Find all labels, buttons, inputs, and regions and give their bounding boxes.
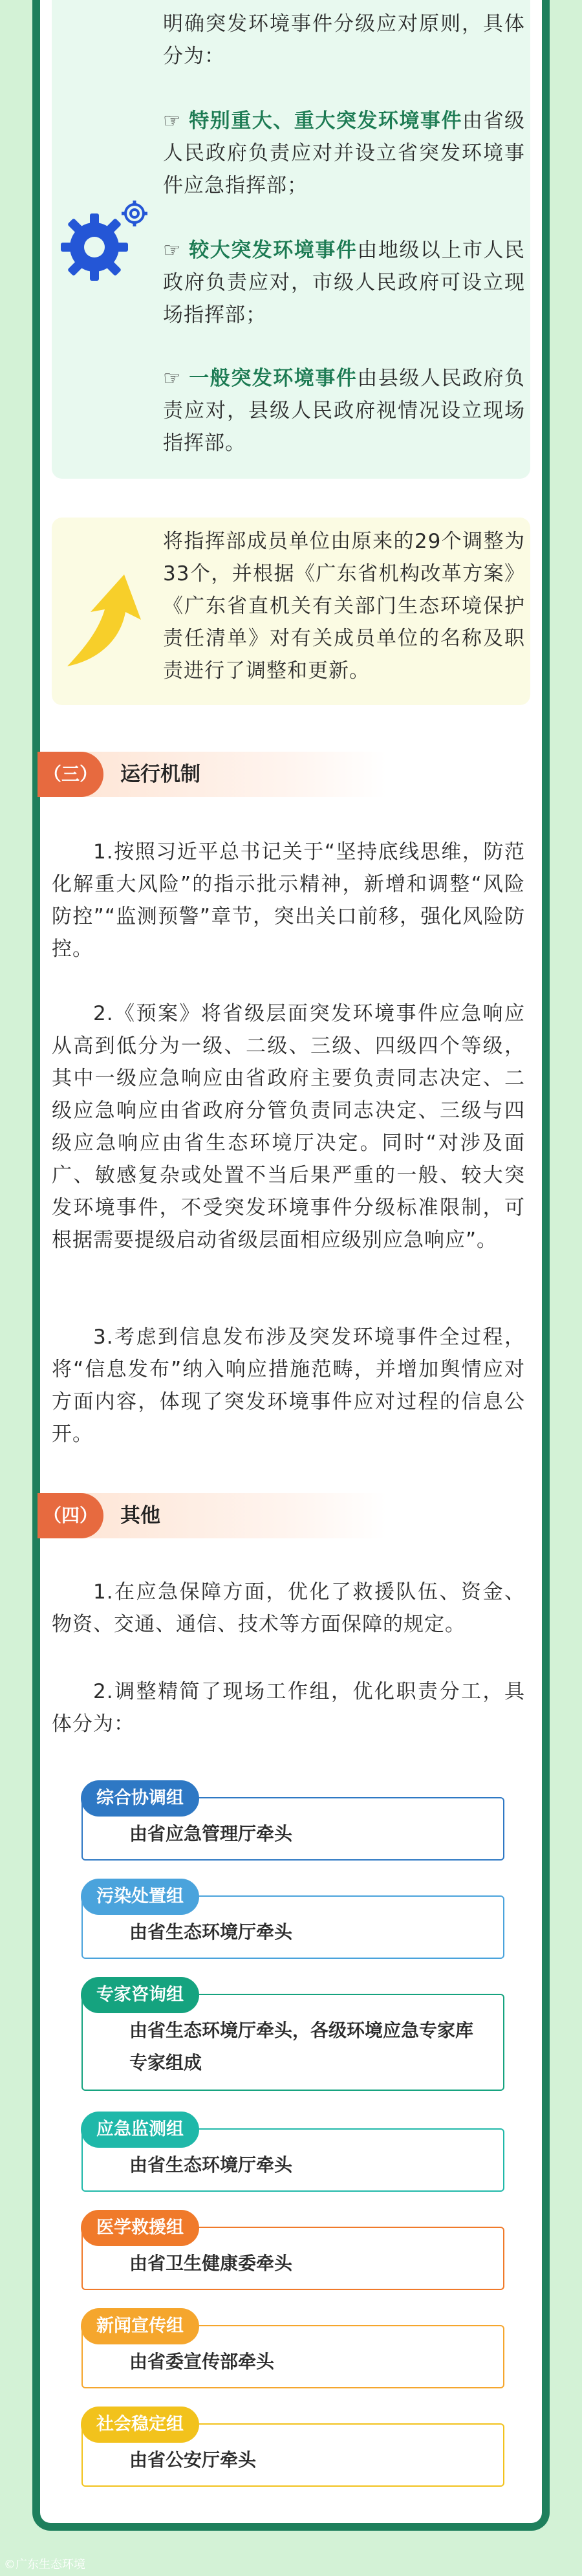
group-desc: 由省生态环境厅牵头 <box>129 1921 293 1943</box>
section-3-header <box>38 752 387 797</box>
group-card-6 <box>81 2316 504 2388</box>
grading-item-2-highlight: 较大突发环境事件 <box>189 239 358 262</box>
section-3-number: （三） <box>38 752 103 797</box>
grading-item-3 <box>163 362 525 459</box>
group-desc: 由省应急管理厅牵头 <box>129 1823 293 1844</box>
group-name: 新闻宣传组 <box>81 2308 199 2344</box>
section-4-header <box>38 1493 387 1538</box>
gear-icon <box>57 194 154 291</box>
group-name: 医学救援组 <box>81 2210 199 2246</box>
group-card-4 <box>81 2119 504 2192</box>
section-3-title: 运行机制 <box>120 763 200 786</box>
hand-pointer-icon: ☞ <box>163 367 182 390</box>
group-desc: 由省卫生健康委牵头 <box>129 2253 293 2274</box>
group-card-7 <box>81 2414 504 2487</box>
arrow-up-icon <box>59 569 150 673</box>
grading-item-3-text: 由县级人民政府负责应对，县级人民政府视情况设立现场指挥部。 <box>163 367 526 455</box>
group-desc: 由省公安厅牵头 <box>129 2449 257 2471</box>
section-4-number: （四） <box>38 1493 103 1538</box>
grading-item-1-text: 由省级人民政府负责应对并设立省突发环境事件应急指挥部； <box>163 109 526 197</box>
section-4-paragraph-1: 1.在应急保障方面，优化了救援队伍、资金、物资、交通、通信、技术等方面保障的规定。 <box>52 1580 525 1636</box>
hand-pointer-icon: ☞ <box>163 239 182 262</box>
group-name: 社会稳定组 <box>81 2407 199 2443</box>
group-desc: 由省生态环境厅牵头，各级环境应急专家库专家组成 <box>129 2020 474 2073</box>
group-name: 专家咨询组 <box>81 1977 199 2013</box>
group-desc: 由省委宣传部牵头 <box>129 2351 275 2372</box>
watermark: ©广东生态环境 <box>4 2558 85 2571</box>
grading-item-3-highlight: 一般突发环境事件 <box>189 367 358 390</box>
group-name: 应急监测组 <box>81 2112 199 2148</box>
section-3-paragraph-2: 2.《预案》将省级层面突发环境事件应急响应从高到低分为一级、二级、三级、四级四个等级，其中一级应急响应由省政府主要负责同志决定、二级应急响应由省政府分管负责同志决定、三级与四级应急响应由省生态环境厅决定。同时“对涉及面广、敏感复杂或处置不当后果严重的一般、较大突发环境事件，不受突发环境事件分级标准限制，可根据需要提级启动省级层面相应级别应急响应”。 <box>52 1002 525 1252</box>
adjust-text: 将指挥部成员单位由原来的29个调整为33个，并根据《广东省机构改革方案》《广东省直机关有关部门生态环境保护责任清单》对有关成员单位的名称及职责进行了调整和更新。 <box>163 530 525 682</box>
group-card-2 <box>81 1886 504 1959</box>
section-4-paragraph-2: 2.调整精简了现场工作组，优化职责分工，具体分为： <box>52 1680 525 1736</box>
group-card-5 <box>81 2218 504 2290</box>
grading-item-1 <box>163 105 525 202</box>
group-name: 污染处置组 <box>81 1879 199 1915</box>
grading-item-2 <box>163 234 525 331</box>
group-desc: 由省生态环境厅牵头 <box>129 2154 293 2176</box>
group-card-1 <box>81 1788 504 1861</box>
group-card-3 <box>81 1985 504 2091</box>
grading-intro: 明确突发环境事件分级应对原则，具体分为： <box>163 12 525 68</box>
group-name: 综合协调组 <box>81 1780 199 1817</box>
section-4-title: 其他 <box>120 1504 160 1527</box>
hand-pointer-icon: ☞ <box>163 109 182 133</box>
section-3-paragraph-1: 1.按照习近平总书记关于“坚持底线思维，防范化解重大风险”的指示批示精神，新增和调整“风险防控”“监测预警”章节，突出关口前移，强化风险防控。 <box>52 840 525 961</box>
grading-item-2-text: 由地级以上市人民政府负责应对，市级人民政府可设立现场指挥部； <box>163 239 526 327</box>
section-3-paragraph-3: 3.考虑到信息发布涉及突发环境事件全过程，将“信息发布”纳入响应措施范畴，并增加舆情应对方面内容，体现了突发环境事件应对过程的信息公开。 <box>52 1326 525 1446</box>
grading-item-1-highlight: 特别重大、重大突发环境事件 <box>189 109 462 133</box>
